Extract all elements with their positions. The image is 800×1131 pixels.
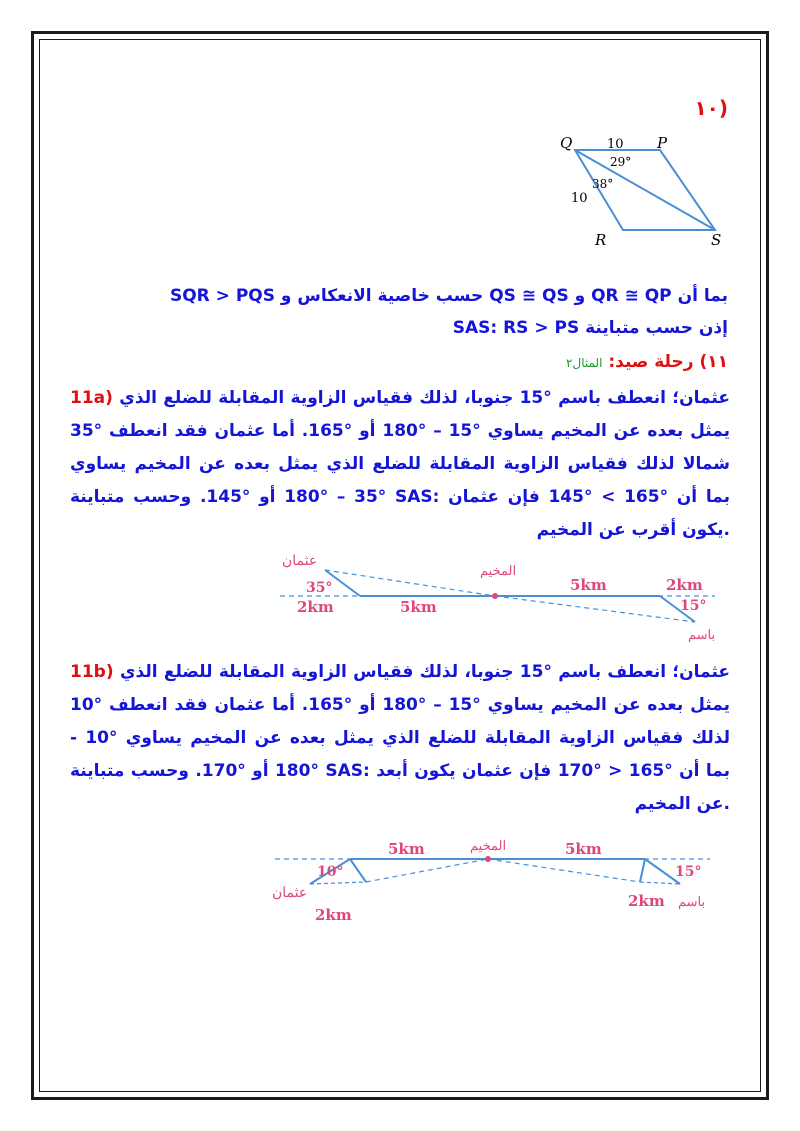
problem-10-line-2: إذن حسب متباينة SAS: RS > PS [452,318,728,338]
angle-35-label: 35° [306,580,333,596]
angle-10-label: 10° [317,864,344,880]
left-long-distance: 5km [400,598,437,616]
diagram-11a [270,550,720,645]
basem-distance-line-b [488,859,640,882]
example-reference: المثال٢ [566,356,603,370]
othman-label-b: عثمان [272,885,308,901]
diagram-11b [270,832,720,932]
left-long-distance-b: 5km [388,840,425,858]
left-short-distance-b: 2km [315,906,352,924]
side-qp-label: 10 [607,137,624,152]
angle-15-label-b: 15° [675,864,702,880]
problem-11b-label: 11b) [70,662,114,682]
right-short-distance-b: 2km [628,892,665,910]
basem-short-path-b [640,859,645,882]
problem-11-title: ١١) رحلة صيد: [608,352,728,372]
angle-29-label: 29° [610,155,632,169]
basem-label: باسم [688,628,716,643]
problem-11b-text: عثمان؛ انعطف باسم °15 جنوبا، لذلك فقياس الزاوية المقابلة للضلع الذي يمثل بعده عن المخيم يساوي °15 – °180 أو °165. أما عثمان فقد انعطف °10 لذلك فقياس الزاوية المقابلة للضلع الذي يمثل بعده عن المخيم يساوي °10 - °180 أو °170. وحسب متباينة SAS: بما أن °165 < °170 فإن عثمان يكون أبعد عن المخيم. [70,662,731,814]
vertex-p-label: P [657,134,668,152]
side-qr-label: 10 [571,191,588,206]
angle-38-label: 38° [592,177,614,191]
right-long-distance-b: 5km [565,840,602,858]
basem-closing-line-b [640,882,680,884]
right-short-distance: 2km [666,576,703,594]
othman-distance-line [325,570,495,596]
left-short-distance: 2km [297,598,334,616]
camp-point-b [485,856,491,862]
othman-closing-line-b [310,882,366,884]
othman-short-path-b [350,859,366,882]
problem-11a-text: عثمان؛ انعطف باسم °15 جنوبا، لذلك فقياس الزاوية المقابلة للضلع الذي يمثل بعده عن المخيم يساوي °15 – °180 أو °165. أما عثمان فقد انعطف °35 شمالا لذلك فقياس الزاوية المقابلة للضلع الذي يمثل بعده عن المخيم يساوي °35 – °180 أو °145. وحسب متباينة SAS: بما أن °165 > °145 فإن عثمان يكون أقرب عن المخيم. [70,388,730,540]
problem-10-line-1: بما أن QR ≅ QP و QS ≅ QS حسب خاصية الانعكاس و SQR > PQS [169,286,728,306]
parallelogram-figure [555,130,735,250]
camp-label-b: المخيم [470,839,507,854]
vertex-r-label: R [595,231,607,249]
vertex-s-label: S [711,231,722,249]
basem-label-b: باسم [678,895,706,910]
othman-distance-line-b [366,859,488,882]
camp-point [492,593,498,599]
problem-11b-paragraph [70,656,730,821]
camp-label: المخيم [480,564,517,579]
othman-label: عثمان [282,553,318,569]
problem-10-number: (١٠ [694,96,728,120]
angle-15-label: 15° [680,598,707,614]
right-long-distance: 5km [570,576,607,594]
vertex-q-label: Q [560,134,573,152]
problem-11-heading [566,352,728,372]
problem-11a-paragraph [70,382,730,547]
problem-11a-label: 11a) [70,388,113,408]
